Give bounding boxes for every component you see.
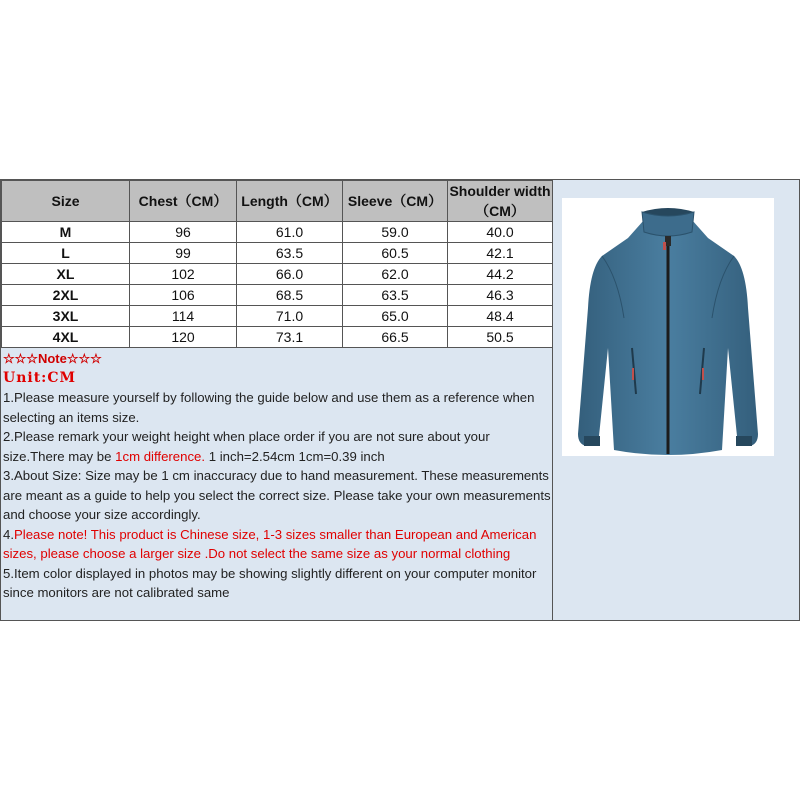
- note-2: [3, 427, 552, 466]
- size-cell: L: [2, 243, 130, 264]
- header-sleeve: Sleeve（CM）: [343, 181, 448, 222]
- sleeve-cell: 62.0: [343, 264, 448, 285]
- chest-cell: 106: [130, 285, 237, 306]
- table-row: [2, 285, 553, 306]
- sleeve-cell: 66.5: [343, 327, 448, 348]
- jacket-image: [562, 198, 774, 456]
- length-cell: 63.5: [237, 243, 343, 264]
- sleeve-cell: 60.5: [343, 243, 448, 264]
- sleeve-cell: 65.0: [343, 306, 448, 327]
- notes-section: [1, 348, 552, 603]
- note-1: 1.Please measure yourself by following the guide below and use them as a reference when selecting an items size.: [3, 390, 535, 425]
- table-header-row: [2, 181, 553, 222]
- notes-title: ☆☆☆Note☆☆☆: [3, 351, 102, 366]
- table-row: [2, 243, 553, 264]
- size-chart: [0, 179, 800, 621]
- shoulder-cell: 40.0: [448, 222, 553, 243]
- shoulder-cell: 50.5: [448, 327, 553, 348]
- length-cell: 68.5: [237, 285, 343, 306]
- note-2-conversion: 1 inch=2.54cm 1cm=0.39 inch: [205, 448, 385, 464]
- header-length: Length（CM）: [237, 181, 343, 222]
- size-cell: 2XL: [2, 285, 130, 306]
- shoulder-cell: 48.4: [448, 306, 553, 327]
- length-cell: 66.0: [237, 264, 343, 285]
- product-photo: [562, 198, 774, 456]
- note-4-warning: Please note! This product is Chinese size, 1-3 sizes smaller than European and American sizes, please choose a larger size .Do not select the same size as your normal clothing: [3, 526, 537, 561]
- chest-cell: 99: [130, 243, 237, 264]
- shoulder-cell: 46.3: [448, 285, 553, 306]
- length-cell: 73.1: [237, 327, 343, 348]
- shoulder-cell: 42.1: [448, 243, 553, 264]
- table-row: [2, 264, 553, 285]
- note-4-number: 4.: [3, 526, 14, 542]
- table-row: [2, 306, 553, 327]
- size-cell: 3XL: [2, 306, 130, 327]
- note-4: [3, 525, 552, 564]
- sleeve-cell: 63.5: [343, 285, 448, 306]
- size-cell: M: [2, 222, 130, 243]
- length-cell: 61.0: [237, 222, 343, 243]
- note-2-text: 2.Please remark your weight height when place order if you are not sure about your size.There may be: [3, 429, 490, 464]
- chest-cell: 114: [130, 306, 237, 327]
- chest-cell: 120: [130, 327, 237, 348]
- note-3: 3.About Size: Size may be 1 cm inaccuracy due to hand measurement. These measurements are meant as a guide to help you select the correct size. Please take your own measurements and choose your size accordingly.: [3, 468, 551, 522]
- header-shoulder-width: Shoulder width（CM）: [448, 181, 553, 222]
- size-table: [1, 180, 553, 348]
- unit-label: Unit:CM: [3, 369, 76, 386]
- sleeve-cell: 59.0: [343, 222, 448, 243]
- header-size: Size: [2, 181, 130, 222]
- note-2-highlight: 1cm difference.: [115, 448, 206, 464]
- table-row: [2, 222, 553, 243]
- chest-cell: 96: [130, 222, 237, 243]
- product-photo-panel: [553, 180, 799, 620]
- length-cell: 71.0: [237, 306, 343, 327]
- note-5: 5.Item color displayed in photos may be showing slightly different on your computer monitor since monitors are not calibrated same: [3, 565, 537, 600]
- size-cell: XL: [2, 264, 130, 285]
- table-row: [2, 327, 553, 348]
- size-cell: 4XL: [2, 327, 130, 348]
- shoulder-cell: 44.2: [448, 264, 553, 285]
- size-chart-left-column: [1, 180, 553, 620]
- header-chest: Chest（CM）: [130, 181, 237, 222]
- chest-cell: 102: [130, 264, 237, 285]
